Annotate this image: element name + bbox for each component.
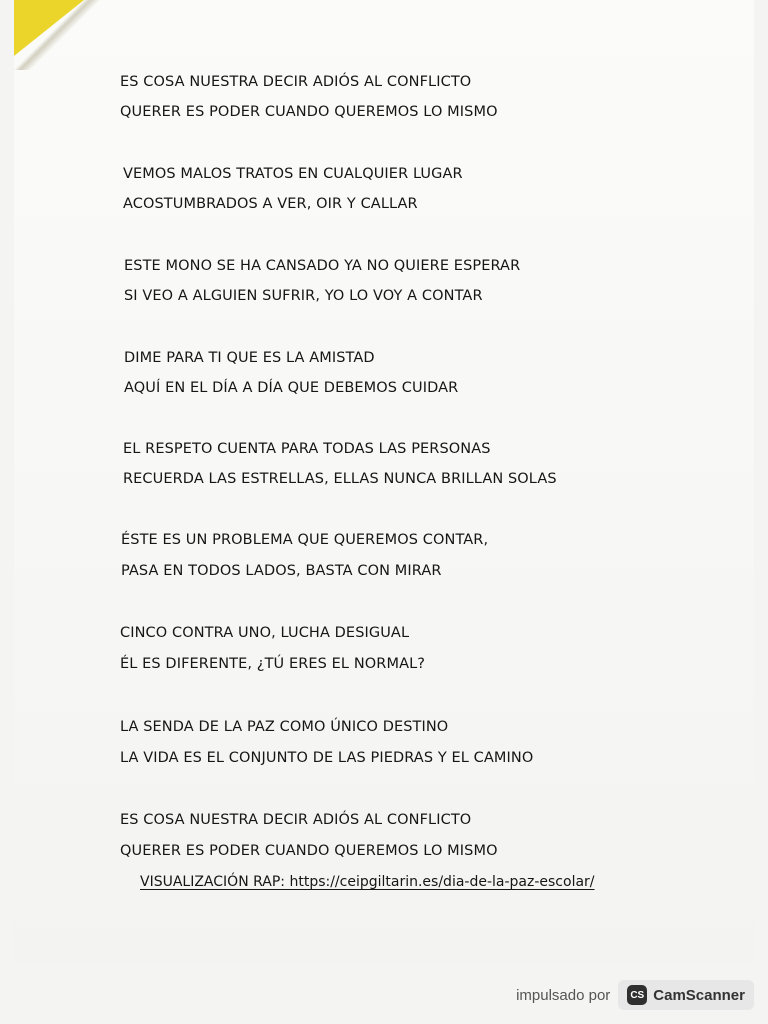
- corner-fold-shadow: [14, 0, 102, 70]
- lyric-line: LA SENDA DE LA PAZ COMO ÚNICO DESTINO: [120, 719, 449, 735]
- rap-video-link-text: VISUALIZACIÓN RAP: https://ceipgiltarin.es/dia-de-la-paz-escolar/: [140, 874, 595, 890]
- lyric-line: LA VIDA ES EL CONJUNTO DE LAS PIEDRAS Y EL CAMINO: [120, 750, 534, 766]
- lyric-line: QUERER ES PODER CUANDO QUEREMOS LO MISMO: [120, 843, 498, 859]
- lyric-line: VEMOS MALOS TRATOS EN CUALQUIER LUGAR: [123, 166, 463, 182]
- lyric-line: ESTE MONO SE HA CANSADO YA NO QUIERE ESPERAR: [124, 258, 521, 274]
- lyric-line: RECUERDA LAS ESTRELLAS, ELLAS NUNCA BRILLAN SOLAS: [123, 471, 557, 487]
- lyric-line: ES COSA NUESTRA DECIR ADIÓS AL CONFLICTO: [120, 812, 472, 828]
- lyric-line: ACOSTUMBRADOS A VER, OIR Y CALLAR: [123, 196, 418, 212]
- lyric-line: CINCO CONTRA UNO, LUCHA DESIGUAL: [120, 625, 410, 641]
- powered-by-label: impulsado por: [516, 986, 611, 1004]
- lyric-line: SI VEO A ALGUIEN SUFRIR, YO LO VOY A CONTAR: [124, 288, 483, 304]
- lyric-line: PASA EN TODOS LADOS, BASTA CON MIRAR: [121, 563, 442, 579]
- camscanner-brand-name: CamScanner: [653, 986, 745, 1004]
- lyric-line: AQUÍ EN EL DÍA A DÍA QUE DEBEMOS CUIDAR: [124, 380, 459, 396]
- lyric-line: ÉL ES DIFERENTE, ¿TÚ ERES EL NORMAL?: [120, 656, 426, 672]
- lyric-line: QUERER ES PODER CUANDO QUEREMOS LO MISMO: [120, 104, 498, 120]
- lyric-line: ÉSTE ES UN PROBLEMA QUE QUEREMOS CONTAR,: [121, 532, 489, 548]
- lyric-line: DIME PARA TI QUE ES LA AMISTAD: [124, 350, 375, 366]
- camscanner-badge: [618, 980, 754, 1010]
- camscanner-footer: [516, 978, 754, 1012]
- lyric-line: EL RESPETO CUENTA PARA TODAS LAS PERSONAS: [123, 441, 491, 457]
- lyric-line: ES COSA NUESTRA DECIR ADIÓS AL CONFLICTO: [120, 74, 472, 90]
- camscanner-logo-icon: CS: [627, 985, 647, 1005]
